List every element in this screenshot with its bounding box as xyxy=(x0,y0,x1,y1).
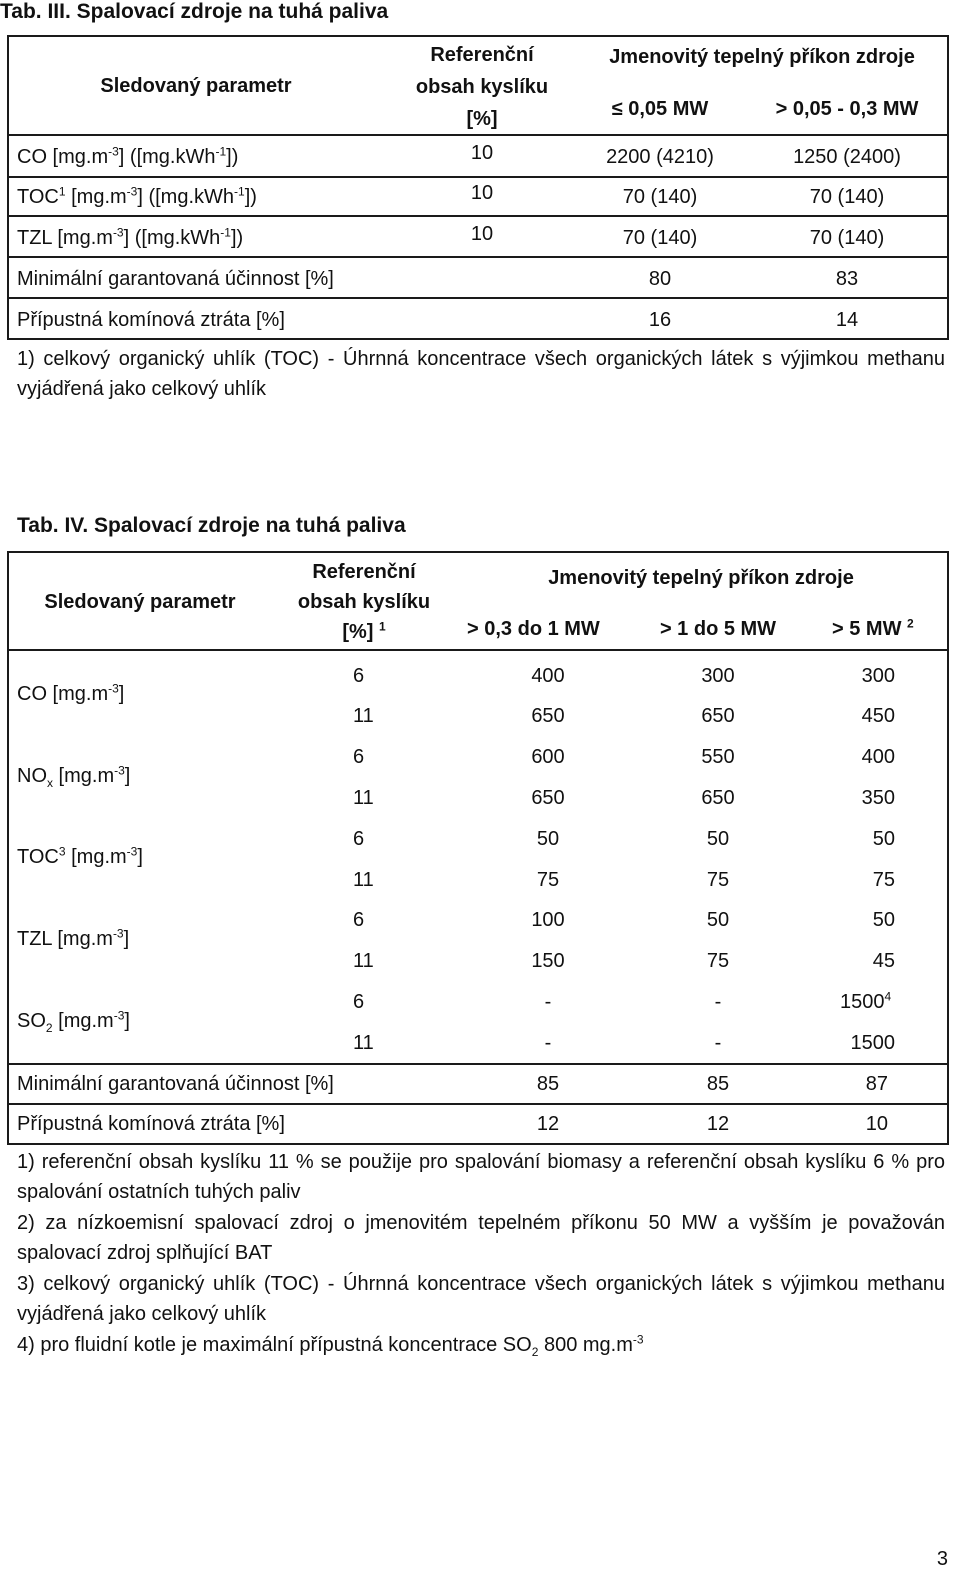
table4-efficiency-v3: 87 xyxy=(865,1073,888,1095)
table4-co-6-v2: 300 xyxy=(701,665,735,687)
table4-nox-11-v1: 650 xyxy=(531,787,565,809)
table4-co-6-v3: 300 xyxy=(861,665,895,687)
page-number: 3 xyxy=(936,1548,948,1570)
table3-row-co-ref: 10 xyxy=(470,142,494,164)
table4-header-power-col2: > 1 do 5 MW xyxy=(659,618,777,640)
table4-group-toc-label: TOC$^3$ $[mg.m^{-3}]$ xyxy=(17,844,143,868)
table3-efficiency-label: Minimální garantovaná účinnost [%] xyxy=(17,268,334,290)
table4-header-ref-line3: [%] $^1$ xyxy=(342,619,386,643)
table4-tzl-ref-11: 11 xyxy=(353,950,374,972)
table4-co-11-v3: 450 xyxy=(861,705,895,727)
table4-tzl-6-v1: 100 xyxy=(531,909,565,931)
table4-tzl-6-v3: 50 xyxy=(872,909,895,931)
table4-toc-6-v3: 50 xyxy=(872,828,895,850)
table4-co-11-v2: 650 xyxy=(701,705,735,727)
table4-toc-11-v2: 75 xyxy=(706,869,730,891)
table4-header-param: Sledovaný parametr xyxy=(44,591,236,613)
table4-toc-11-v3: 75 xyxy=(872,869,895,891)
table4-efficiency-v1: 85 xyxy=(536,1073,560,1095)
table3-efficiency-v1: 80 xyxy=(648,268,672,290)
table4-co-ref-6: 6 xyxy=(353,665,365,687)
table3-loss-label: Přípustná komínová ztráta [%] xyxy=(17,309,285,331)
table4-toc-ref-6: 6 xyxy=(353,828,365,850)
table3-row-toc-ref: 10 xyxy=(470,182,494,204)
table4-tzl-11-v1: 150 xyxy=(531,950,565,972)
table4-so2-6-v3: 1500$^4$ xyxy=(840,989,892,1013)
table4-so2-11-v2: - xyxy=(714,1032,722,1054)
table4-co-11-v1: 650 xyxy=(531,705,565,727)
table4-nox-ref-6: 6 xyxy=(353,746,365,768)
table4-so2-6-v2: - xyxy=(714,991,722,1013)
table4-group-co-label: CO $[mg.m^{-3}]$ xyxy=(17,681,125,705)
table4-header-ref-line2: obsah kyslíku xyxy=(297,591,431,613)
table4-toc-11-v1: 75 xyxy=(536,869,560,891)
table4-toc-6-v1: 50 xyxy=(536,828,560,850)
table3-row-toc-v1: 70 (140) xyxy=(622,186,698,208)
table4-nox-6-v1: 600 xyxy=(531,746,565,768)
table4-caption: Tab. IV. Spalovací zdroje na tuhá paliva xyxy=(17,514,406,537)
table4-tzl-ref-6: 6 xyxy=(353,909,365,931)
table3-header-power-col1: ≤ 0,05 MW xyxy=(611,98,709,120)
table3-header-ref-line3: [%] xyxy=(466,108,498,130)
table3-header-power-col2: > 0,05 - 0,3 MW xyxy=(775,98,919,120)
table3-row-tzl-label: TZL $[mg.m^{-3}]$ ([mg.kWh$^{-1}$]) xyxy=(17,225,244,249)
table4-co-ref-11: 11 xyxy=(353,705,374,727)
table4-nox-6-v2: 550 xyxy=(701,746,735,768)
table3-loss-v2: 14 xyxy=(835,309,859,331)
table4-footnote-2: 2) za nízkoemisní spalovací zdroj o jmenovitém tepelném příkonu 50 MW a vyšším je považován spalovací zdroj splňující BAT xyxy=(17,1212,945,1264)
table3-efficiency-v2: 83 xyxy=(835,268,859,290)
table4-loss-v2: 12 xyxy=(706,1113,730,1135)
table4-group-tzl-label: TZL $[mg.m^{-3}]$ xyxy=(17,926,130,950)
table3-footnote: 1) celkový organický uhlík (TOC) - Úhrnná koncentrace všech organických látek s výjimkou methanu vyjádřená jako celkový uhlík xyxy=(17,348,945,400)
table3-row-co-label: CO $[mg.m^{-3}]$ ([mg.kWh$^{-1}$]) xyxy=(17,144,239,168)
table4-header-ref-line1: Referenční xyxy=(312,561,416,583)
table4-tzl-6-v2: 50 xyxy=(706,909,730,931)
table3-header-param: Sledovaný parametr xyxy=(100,75,292,97)
table3-row-toc-v2: 70 (140) xyxy=(809,186,885,208)
table4-loss-label: Přípustná komínová ztráta [%] xyxy=(17,1113,285,1135)
table4-co-6-v1: 400 xyxy=(531,665,565,687)
table4-nox-11-v3: 350 xyxy=(861,787,895,809)
table3-loss-v1: 16 xyxy=(648,309,672,331)
table4-group-nox-label: $NO_x$ $[mg.m^{-3}]$ xyxy=(17,763,131,790)
table4-header-power-col3: > 5 MW $^2$ xyxy=(832,616,914,640)
table4-so2-11-v3: 1500 xyxy=(850,1032,895,1054)
table4-so2-11-v1: - xyxy=(544,1032,552,1054)
table3-header-ref-line1: Referenční xyxy=(430,44,534,66)
table4-group-so2-label: $SO_2$ $[mg.m^{-3}]$ xyxy=(17,1008,130,1035)
table4-loss-v3: 10 xyxy=(865,1113,888,1135)
table4-tzl-11-v2: 75 xyxy=(706,950,730,972)
table4-tzl-11-v3: 45 xyxy=(872,950,895,972)
table3-caption: Tab. III. Spalovací zdroje na tuhá paliva xyxy=(0,0,389,23)
table4-so2-ref-11: 11 xyxy=(353,1032,374,1054)
table4-header-power-title: Jmenovitý tepelný příkon zdroje xyxy=(548,567,854,589)
table4-efficiency-label: Minimální garantovaná účinnost [%] xyxy=(17,1073,334,1095)
table4-nox-11-v2: 650 xyxy=(701,787,735,809)
table4-footnote-4: 4) pro fluidní kotle je maximální přípustná koncentrace $SO_2$ 800 $mg.m^{-3}$ xyxy=(17,1332,644,1359)
table4-toc-6-v2: 50 xyxy=(706,828,730,850)
table4-nox-ref-11: 11 xyxy=(353,787,374,809)
table3-row-tzl-v1: 70 (140) xyxy=(622,227,698,249)
table3-header-ref-line2: obsah kyslíku xyxy=(415,76,549,98)
table4-so2-ref-6: 6 xyxy=(353,991,365,1013)
table4-loss-v1: 12 xyxy=(536,1113,560,1135)
table3-row-co-v2: 1250 (2400) xyxy=(793,146,901,168)
table3-row-toc-label: TOC$^1$ $[mg.m^{-3}]$ ([mg.kWh$^{-1}$]) xyxy=(17,184,257,208)
table4-so2-6-v1: - xyxy=(544,991,552,1013)
table3-row-co-v1: 2200 (4210) xyxy=(606,146,714,168)
table3-row-tzl-ref: 10 xyxy=(470,223,494,245)
table4-toc-ref-11: 11 xyxy=(353,869,374,891)
table3-row-tzl-v2: 70 (140) xyxy=(809,227,885,249)
table3-header-power-title: Jmenovitý tepelný příkon zdroje xyxy=(609,46,915,68)
table4-nox-6-v3: 400 xyxy=(861,746,895,768)
table4-header-power-col1: > 0,3 do 1 MW xyxy=(467,618,600,640)
table4-footnote-1: 1) referenční obsah kyslíku 11 % se použije pro spalování biomasy a referenční obsah kyslíku 6 % pro spalování ostatních tuhých paliv xyxy=(17,1151,945,1203)
table4-footnote-3: 3) celkový organický uhlík (TOC) - Úhrnná koncentrace všech organických látek s výjimkou methanu vyjádřená jako celkový uhlík xyxy=(17,1273,945,1325)
table4-efficiency-v2: 85 xyxy=(706,1073,730,1095)
